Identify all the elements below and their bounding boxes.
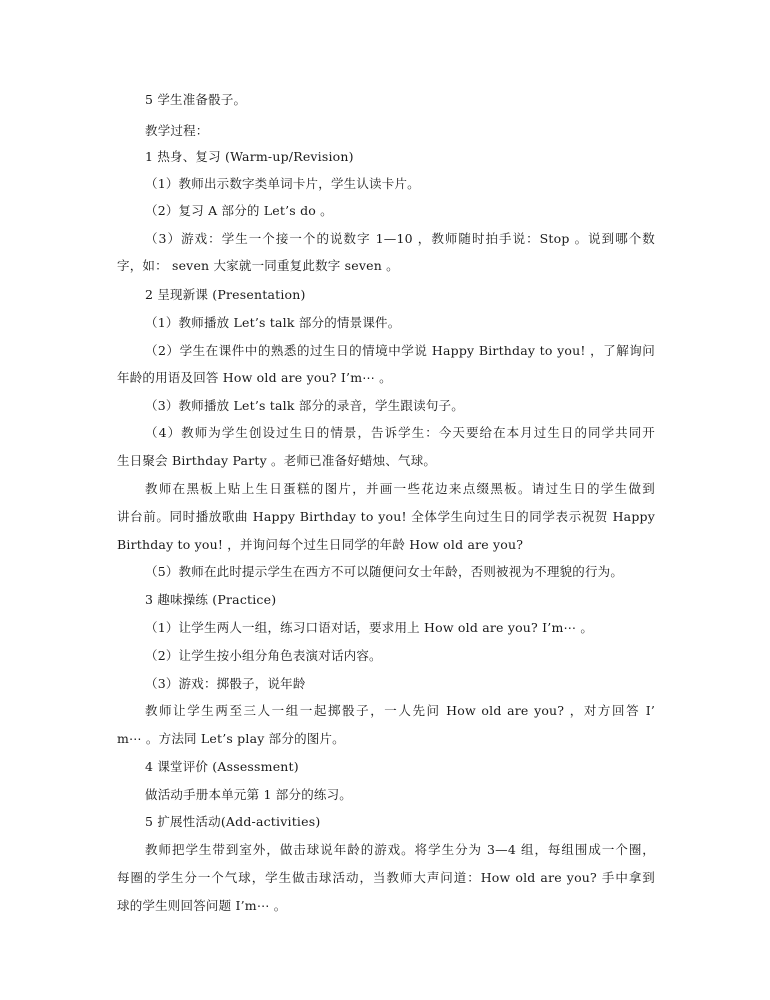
text-line: （3）游戏：学生一个接一个的说数字 1—10 ，教师随时拍手说：Stop 。说到哪个数 — [145, 231, 655, 246]
text-line: 每圈的学生分一个气球，学生做击球活动，当教师大声问道：How old are you? 手中拿到 — [117, 870, 655, 885]
text-line: （3）游戏：掷骰子，说年龄 — [145, 676, 306, 691]
section-heading: 2 呈现新课 (Presentation) — [145, 287, 306, 302]
text-line: 教师让学生两至三人一组一起掷骰子，一人先问 How old are you? ，对方回答 I’ — [145, 703, 655, 718]
text-line: 讲台前。同时播放歌曲 Happy Birthday to you! 全体学生向过生日的同学表示祝贺 Happy — [117, 509, 655, 524]
text-line: 做活动手册本单元第 1 部分的练习。 — [145, 787, 353, 802]
text-line: （1）教师播放 Let’s talk 部分的情景课件。 — [145, 315, 401, 330]
text-line: （5）教师在此时提示学生在西方不可以随便问女士年龄，否则被视为不理貌的行为。 — [145, 564, 624, 579]
text-line: 生日聚会 Birthday Party 。老师已准备好蜡烛、气球。 — [117, 453, 437, 468]
text-line: （2）学生在课件中的熟悉的过生日的情境中学说 Happy Birthday to you! ，了解询问 — [145, 343, 655, 358]
text-line: 5 学生准备骰子。 — [145, 92, 247, 107]
text-line: （4）教师为学生创设过生日的情景，告诉学生：今天要给在本月过生日的同学共同开 — [145, 425, 655, 440]
text-line: （3）教师播放 Let’s talk 部分的录音，学生跟读句子。 — [145, 398, 464, 413]
text-line: （2）让学生按小组分角色表演对话内容。 — [145, 648, 382, 663]
text-line: 字，如： seven 大家就一同重复此数字 seven 。 — [117, 258, 399, 273]
text-line: 年龄的用语及回答 How old are you? I’m⋯ 。 — [117, 370, 392, 385]
text-line: （2）复习 A 部分的 Let’s do 。 — [145, 203, 333, 218]
text-line: Birthday to you! ，并询问每个过生日同学的年龄 How old are you? — [117, 537, 524, 552]
section-heading: 3 趣味操练 (Practice) — [145, 592, 277, 607]
text-line: 球的学生则回答问题 I’m⋯ 。 — [117, 898, 287, 913]
text-line: 教师把学生带到室外，做击球说年龄的游戏。将学生分为 3—4 组，每组围成一个圈， — [145, 842, 655, 857]
text-line: 教师在黑板上贴上生日蛋糕的图片，并画一些花边来点缀黑板。请过生日的学生做到 — [145, 481, 655, 496]
section-heading: 4 课堂评价 (Assessment) — [145, 759, 299, 774]
text-line: （1）让学生两人一组，练习口语对话，要求用上 How old are you? I’m⋯ 。 — [145, 620, 594, 635]
text-line: m⋯ 。方法同 Let’s play 部分的图片。 — [117, 731, 345, 746]
text-line: （1）教师出示数字类单词卡片，学生认读卡片。 — [145, 176, 420, 191]
text-line: 教学过程： — [145, 123, 209, 138]
section-heading: 1 热身、复习 (Warm-up/Revision) — [145, 149, 354, 164]
section-heading: 5 扩展性活动(Add-activities) — [145, 814, 321, 829]
